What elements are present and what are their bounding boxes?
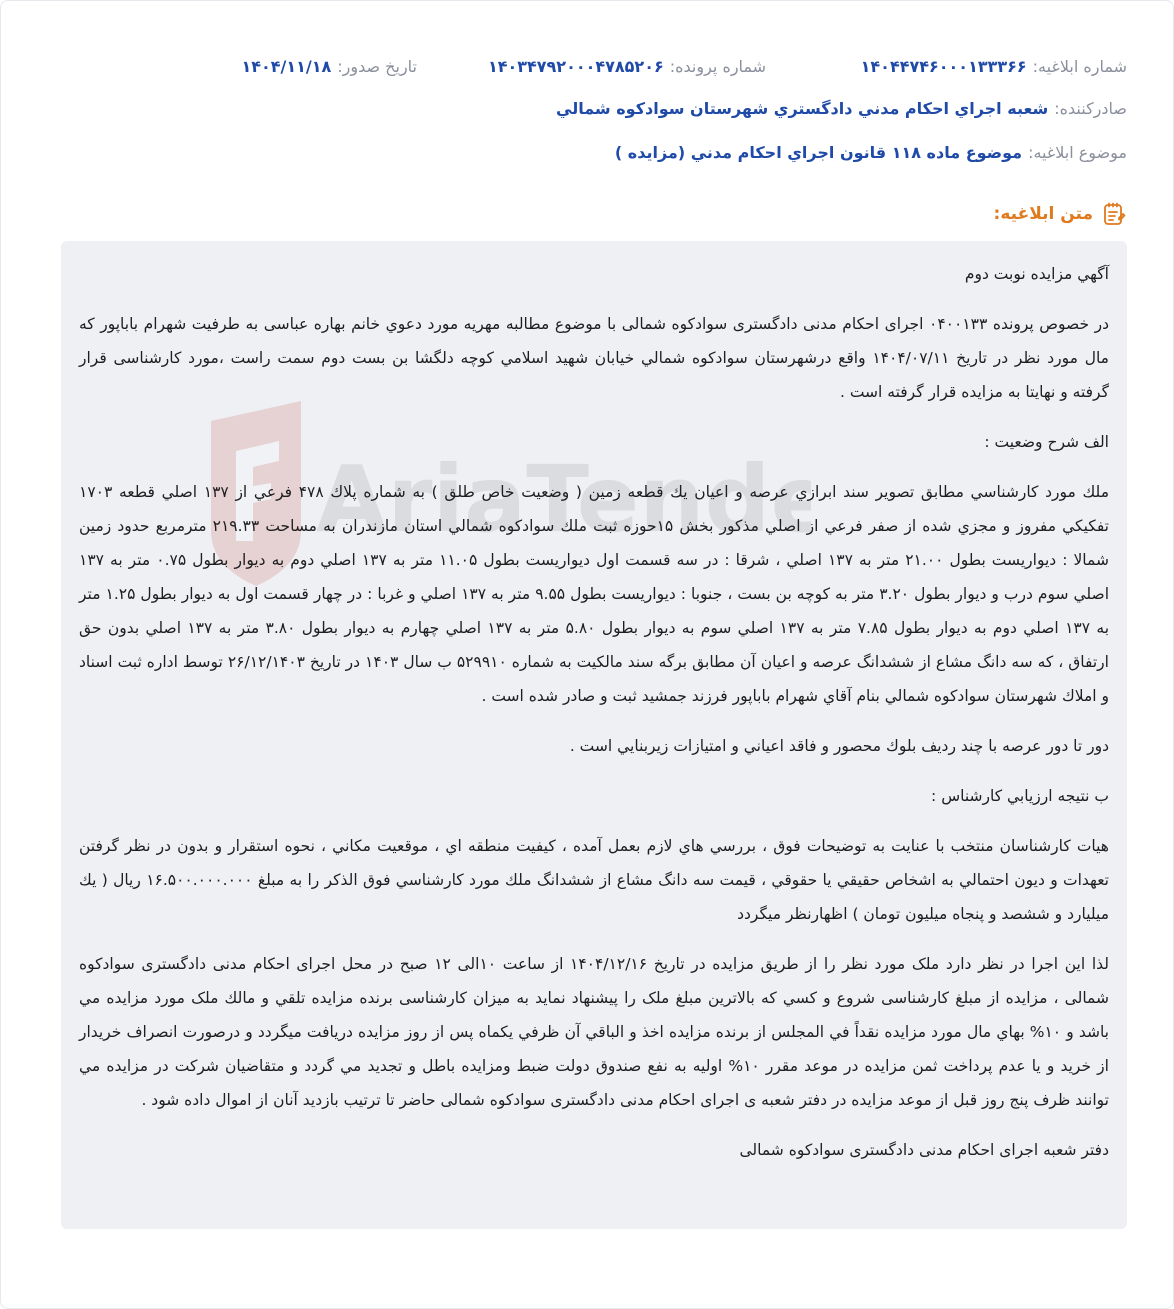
case-number-label: شماره پرونده: — [669, 57, 767, 76]
issuer-value: شعبه اجراي احکام مدني دادگستري شهرستان سوادکوه شمالي — [556, 99, 1049, 118]
notice-paragraph: ملك مورد کارشناسي مطابق تصوير سند ابرازي عرصه و اعيان يك قطعه زمين ( وضعيت خاص طلق ) به شماره پلاك ۴۷۸ فرعي از ۱۳۷ اصلي قطعه ۱۷۰۳ تفکيکي مفروز و مجزي شده از صفر فرعي از اصلي مذکور بخش ۱۵حوزه ثبت ملك سوادکوه شمالي استان مازندران به مساحت ۲۱۹.۳۳ مترمربع حدود زمين شمالا : ديواريست بطول ۲۱.۰۰ متر به ۱۳۷ اصلي ، شرقا : در سه قسمت اول ديواريست بطول ۱۱.۰۵ متر به ۱۳۷ اصلي دوم به ديوار بطول ۰.۷۵ متر به ۱۳۷ اصلي سوم درب و ديوار بطول ۳.۲۰ متر به کوچه بن بست ، جنوبا : ديواريست بطول ۹.۵۵ متر به ۱۳۷ اصلي و غربا : در چهار قسمت اول به ديوار بطول ۱.۲۵ متر به ۱۳۷ اصلي دوم به ديوار بطول ۷.۸۵ متر به ۱۳۷ اصلي سوم به ديوار بطول ۵.۸۰ متر به ۱۳۷ اصلي چهارم به ديوار بطول ۳.۸۰ متر به ۱۳۷ اصلي بدون حق ارتفاق ، که سه دانگ مشاع از ششدانگ عرصه و اعيان آن مطابق برگه سند مالکيت به شماره ۵۲۹۹۱۰ ب سال ۱۴۰۳ در تاريخ ۲۶/۱۲/۱۴۰۳ توسط اداره ثبت اسناد و املاك شهرستان سوادکوه شمالي بنام آقاي شهرام باباپور فرزند جمشيد ثبت و صادر شده است . — [79, 483, 1110, 705]
document-notes-icon — [1101, 201, 1127, 227]
notice-signature: دفتر شعبه اجرای احکام مدنی دادگستری سوادکوه شمالی — [739, 1141, 1109, 1159]
notice-number — [837, 57, 1127, 76]
section-title-label: متن ابلاغيه: — [993, 204, 1093, 224]
subject-line — [615, 143, 1127, 162]
notice-subheading: الف شرح وضعيت : — [984, 433, 1109, 451]
subject-value: موضوع ماده ۱۱۸ قانون اجراي احکام مدني (مزايده ) — [614, 143, 1023, 162]
notice-body — [61, 241, 1127, 1229]
notice-number-value: ۱۴۰۴۴۷۴۶۰۰۰۱۳۳۳۶۶ — [860, 57, 1027, 76]
notice-heading: آگهي مزايده نوبت دوم — [964, 265, 1109, 283]
issuer-line — [556, 99, 1127, 118]
section-title — [994, 201, 1127, 227]
notice-paragraph: در خصوص پرونده ۰۴۰۰۱۳۳ اجرای احکام مدنی دادگستری سوادکوه شمالی با موضوع مطالبه مهریه مورد دعوي خانم بهاره عباسی به طرفيت شهرام باباپور که مال مورد نظر در تاريخ ۱۴۰۴/۰۷/۱۱ واقع درشهرستان سوادکوه شمالي خيابان شهيد اسلامي کوچه دلگشا بن بست دوم سمت راست ،مورد کارشناسی قرار گرفته و نهایتا به مزایده قرار گرفته است . — [79, 315, 1109, 401]
meta-row — [41, 57, 1127, 76]
notice-paragraph: لذا این اجرا در نظر دارد ملک مورد نظر را از طریق مزایده در تاریخ ۱۴۰۴/۱۲/۱۶ از ساعت ۱۰الی ۱۲ صبح در محل اجرای احکام مدنی دادگستری سوادکوه شمالی ، مزایده از مبلغ کارشناسی شروع و کسي که بالاترين مبلغ ملک را پيشنهاد نمايد به ميزان کارشناسی برنده مزايده تلقي و مالك ملک مورد مزايده مي باشد و ۱۰% بهاي مال مورد مزايده نقداً في المجلس از برنده مزايده اخذ و الباقي آن ظرفي يکماه پس از روز مزايده دريافت ميگردد و درصورت انصراف خريدار از خريد و يا عدم پرداخت ثمن مزايده در موعد مقرر ۱۰% اوليه به نفع صندوق دولت ضبط ومزايده باطل و تجديد مي گردد و متقاضيان شرکت در مزايده مي توانند ظرف پنج روز قبل از موعد مزايده در دفتر شعبه ی اجرای احکام مدنی دادگستری سوادکوه شمالی حاضر تا ترتيب بازديد آنان از اموال داده شود . — [79, 955, 1109, 1109]
notice-paragraph: دور تا دور عرصه با چند رديف بلوك محصور و فاقد اعياني و امتيازات زيربنايي است . — [569, 737, 1109, 755]
notice-subheading: ب نتيجه ارزيابي کارشناس : — [931, 787, 1109, 805]
issue-date-value: ۱۴۰۴/۱۱/۱۸ — [241, 57, 332, 76]
notice-number-label: شماره ابلاغيه: — [1032, 57, 1127, 76]
issuer-label: صادرکننده: — [1054, 99, 1127, 118]
case-number — [417, 57, 837, 76]
watermark-text: AriaTende — [316, 446, 811, 553]
issue-date — [41, 57, 417, 76]
case-number-value: ۱۴۰۳۴۷۹۲۰۰۰۴۷۸۵۲۰۶ — [487, 57, 664, 76]
subject-label: موضوع ابلاغيه: — [1028, 143, 1127, 162]
notice-paragraph: هيات کارشناسان منتخب با عنايت به توضيحات فوق ، بررسي هاي لازم بعمل آمده ، کيفيت منطقه اي ، موقعيت مکاني ، نحوه استقرار و بدون در نظر گرفتن تعهدات و ديون احتمالي به اشخاص حقيقي يا حقوقي ، قيمت سه دانگ مشاع از ششدانگ ملك مورد کارشناسي فوق الذکر را به مبلغ ۱۶.۵۰۰.۰۰۰.۰۰۰ ريال ( يك ميليارد و ششصد و پنجاه ميليون تومان ) اظهارنظر ميگردد — [79, 837, 1109, 923]
issue-date-label: تاريخ صدور: — [337, 57, 417, 76]
